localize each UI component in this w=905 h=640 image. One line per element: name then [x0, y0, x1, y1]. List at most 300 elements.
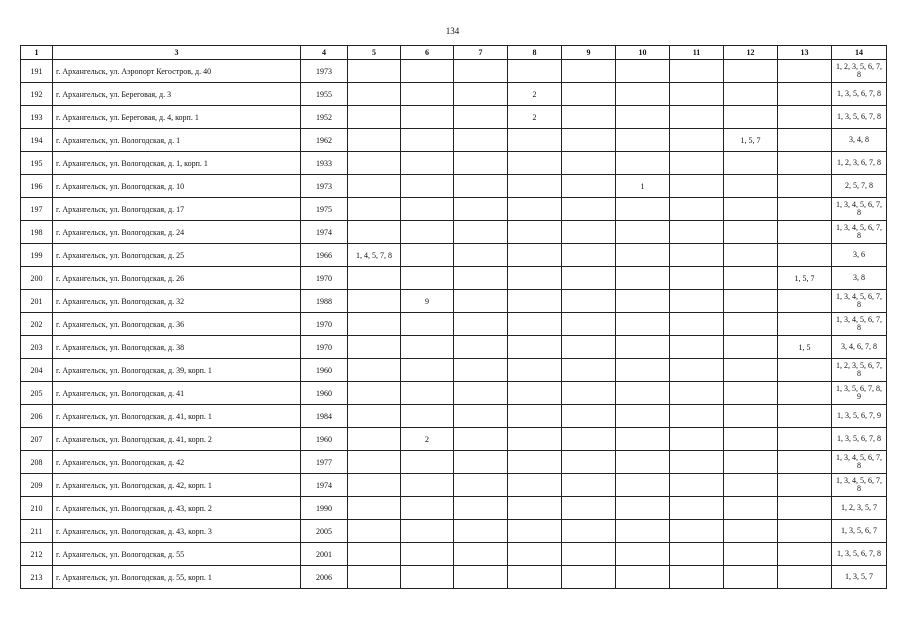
cell-col-7 — [454, 152, 508, 175]
header-row — [21, 46, 887, 60]
cell-col-9 — [562, 106, 616, 129]
cell-col-12 — [724, 566, 778, 589]
cell-col-13 — [778, 543, 832, 566]
cell-col-14: 1, 3, 5, 6, 7 — [832, 520, 887, 543]
cell-col-5 — [348, 451, 401, 474]
cell-address: г. Архангельск, ул. Вологодская, д. 1 — [53, 129, 301, 152]
cell-col-5 — [348, 543, 401, 566]
cell-col-9 — [562, 382, 616, 405]
cell-col-5 — [348, 359, 401, 382]
cell-col-6 — [401, 336, 454, 359]
cell-col-5 — [348, 175, 401, 198]
cell-col-6 — [401, 129, 454, 152]
cell-col-7 — [454, 359, 508, 382]
cell-col-13 — [778, 244, 832, 267]
cell-col-8 — [508, 543, 562, 566]
cell-col-11 — [670, 290, 724, 313]
cell-col-8 — [508, 520, 562, 543]
cell-col-10 — [616, 244, 670, 267]
cell-col-13 — [778, 175, 832, 198]
cell-col-14: 1, 3, 4, 5, 6, 7, 8 — [832, 198, 887, 221]
cell-col-10 — [616, 543, 670, 566]
cell-col-12 — [724, 405, 778, 428]
cell-col-5 — [348, 336, 401, 359]
cell-col-13 — [778, 83, 832, 106]
cell-col-6 — [401, 520, 454, 543]
cell-row-number: 211 — [21, 520, 53, 543]
cell-col-10 — [616, 290, 670, 313]
cell-col-6 — [401, 175, 454, 198]
cell-col-7 — [454, 221, 508, 244]
cell-col-14: 1, 2, 3, 5, 7 — [832, 497, 887, 520]
table-row — [21, 359, 887, 382]
table-row — [21, 336, 887, 359]
cell-col-10 — [616, 428, 670, 451]
cell-col-7 — [454, 428, 508, 451]
cell-address: г. Архангельск, ул. Вологодская, д. 38 — [53, 336, 301, 359]
column-header-10: 10 — [616, 46, 670, 60]
cell-col-6 — [401, 497, 454, 520]
cell-address: г. Архангельск, ул. Аэропорт Кегостров, д. 40 — [53, 60, 301, 83]
cell-col-9 — [562, 267, 616, 290]
cell-col-7 — [454, 290, 508, 313]
cell-col-6 — [401, 244, 454, 267]
table-row — [21, 152, 887, 175]
table-row — [21, 451, 887, 474]
cell-col-8 — [508, 198, 562, 221]
column-header-3: 3 — [53, 46, 301, 60]
cell-address: г. Архангельск, ул. Вологодская, д. 39, корп. 1 — [53, 359, 301, 382]
cell-year: 1973 — [301, 60, 348, 83]
cell-col-7 — [454, 175, 508, 198]
cell-row-number: 205 — [21, 382, 53, 405]
cell-col-10 — [616, 497, 670, 520]
cell-col-11 — [670, 83, 724, 106]
cell-col-9 — [562, 543, 616, 566]
cell-col-14: 3, 8 — [832, 267, 887, 290]
cell-col-8 — [508, 474, 562, 497]
cell-col-11 — [670, 428, 724, 451]
cell-address: г. Архангельск, ул. Береговая, д. 3 — [53, 83, 301, 106]
cell-year: 1966 — [301, 244, 348, 267]
cell-col-9 — [562, 198, 616, 221]
cell-row-number: 193 — [21, 106, 53, 129]
cell-col-9 — [562, 405, 616, 428]
cell-col-10 — [616, 359, 670, 382]
cell-col-6 — [401, 451, 454, 474]
table-row — [21, 198, 887, 221]
cell-col-7 — [454, 129, 508, 152]
cell-col-9 — [562, 313, 616, 336]
cell-col-13 — [778, 198, 832, 221]
cell-col-9 — [562, 83, 616, 106]
cell-year: 1990 — [301, 497, 348, 520]
cell-col-6 — [401, 152, 454, 175]
cell-col-7 — [454, 244, 508, 267]
cell-col-14: 1, 3, 5, 6, 7, 8 — [832, 83, 887, 106]
cell-col-14: 1, 3, 5, 7 — [832, 566, 887, 589]
cell-address: г. Архангельск, ул. Вологодская, д. 41 — [53, 382, 301, 405]
cell-col-8 — [508, 244, 562, 267]
cell-address: г. Архангельск, ул. Вологодская, д. 24 — [53, 221, 301, 244]
cell-col-13: 1, 5, 7 — [778, 267, 832, 290]
cell-col-9 — [562, 221, 616, 244]
cell-col-10 — [616, 313, 670, 336]
table-row — [21, 497, 887, 520]
cell-col-11 — [670, 313, 724, 336]
cell-col-14: 1, 3, 5, 6, 7, 8 — [832, 106, 887, 129]
cell-col-11 — [670, 221, 724, 244]
cell-col-9 — [562, 175, 616, 198]
cell-address: г. Архангельск, ул. Вологодская, д. 42 — [53, 451, 301, 474]
cell-col-6 — [401, 313, 454, 336]
cell-col-11 — [670, 175, 724, 198]
cell-col-11 — [670, 106, 724, 129]
cell-col-5: 1, 4, 5, 7, 8 — [348, 244, 401, 267]
cell-col-11 — [670, 244, 724, 267]
cell-col-12 — [724, 198, 778, 221]
cell-year: 2005 — [301, 520, 348, 543]
cell-col-13 — [778, 497, 832, 520]
cell-year: 1977 — [301, 451, 348, 474]
cell-col-6 — [401, 221, 454, 244]
cell-col-9 — [562, 474, 616, 497]
cell-col-10 — [616, 336, 670, 359]
cell-col-13 — [778, 60, 832, 83]
cell-address: г. Архангельск, ул. Вологодская, д. 32 — [53, 290, 301, 313]
cell-col-6 — [401, 83, 454, 106]
cell-col-7 — [454, 60, 508, 83]
cell-year: 1955 — [301, 83, 348, 106]
cell-col-5 — [348, 198, 401, 221]
cell-row-number: 212 — [21, 543, 53, 566]
cell-col-6 — [401, 543, 454, 566]
cell-col-7 — [454, 405, 508, 428]
table-row — [21, 221, 887, 244]
cell-col-8 — [508, 566, 562, 589]
cell-col-10 — [616, 129, 670, 152]
cell-year: 1973 — [301, 175, 348, 198]
cell-col-10 — [616, 474, 670, 497]
cell-col-14: 2, 5, 7, 8 — [832, 175, 887, 198]
table-row — [21, 267, 887, 290]
cell-year: 1974 — [301, 221, 348, 244]
cell-col-12 — [724, 359, 778, 382]
cell-address: г. Архангельск, ул. Вологодская, д. 42, корп. 1 — [53, 474, 301, 497]
cell-address: г. Архангельск, ул. Береговая, д. 4, корп. 1 — [53, 106, 301, 129]
cell-col-5 — [348, 152, 401, 175]
cell-col-13 — [778, 428, 832, 451]
cell-col-11 — [670, 336, 724, 359]
cell-col-7 — [454, 336, 508, 359]
cell-col-11 — [670, 497, 724, 520]
cell-row-number: 207 — [21, 428, 53, 451]
cell-row-number: 200 — [21, 267, 53, 290]
cell-year: 1962 — [301, 129, 348, 152]
cell-col-13 — [778, 106, 832, 129]
cell-col-6 — [401, 566, 454, 589]
cell-col-12 — [724, 106, 778, 129]
cell-col-8: 2 — [508, 106, 562, 129]
cell-row-number: 203 — [21, 336, 53, 359]
cell-col-5 — [348, 405, 401, 428]
cell-col-12 — [724, 497, 778, 520]
cell-col-10 — [616, 382, 670, 405]
registry-table — [20, 45, 887, 589]
cell-year: 1970 — [301, 313, 348, 336]
cell-col-13 — [778, 405, 832, 428]
cell-col-9 — [562, 497, 616, 520]
cell-col-8 — [508, 175, 562, 198]
cell-col-6 — [401, 474, 454, 497]
cell-col-9 — [562, 520, 616, 543]
table-row — [21, 129, 887, 152]
page-number: 134 — [445, 26, 460, 36]
cell-col-10 — [616, 60, 670, 83]
cell-col-10 — [616, 106, 670, 129]
cell-col-8 — [508, 451, 562, 474]
cell-col-8 — [508, 60, 562, 83]
cell-col-14: 1, 3, 5, 6, 7, 8, 9 — [832, 382, 887, 405]
cell-year: 1960 — [301, 359, 348, 382]
column-header-11: 11 — [670, 46, 724, 60]
cell-row-number: 192 — [21, 83, 53, 106]
cell-col-12 — [724, 543, 778, 566]
table-row — [21, 474, 887, 497]
cell-year: 1960 — [301, 382, 348, 405]
table-row — [21, 244, 887, 267]
cell-row-number: 204 — [21, 359, 53, 382]
cell-col-6 — [401, 106, 454, 129]
table-row — [21, 543, 887, 566]
cell-col-9 — [562, 566, 616, 589]
cell-col-10 — [616, 520, 670, 543]
cell-year: 2006 — [301, 566, 348, 589]
cell-col-5 — [348, 566, 401, 589]
cell-year: 2001 — [301, 543, 348, 566]
table-row — [21, 520, 887, 543]
cell-address: г. Архангельск, ул. Вологодская, д. 55, корп. 1 — [53, 566, 301, 589]
cell-col-8 — [508, 313, 562, 336]
cell-col-5 — [348, 221, 401, 244]
cell-col-8 — [508, 267, 562, 290]
cell-col-13 — [778, 474, 832, 497]
cell-col-7 — [454, 497, 508, 520]
cell-year: 1975 — [301, 198, 348, 221]
cell-col-13 — [778, 129, 832, 152]
cell-col-8: 2 — [508, 83, 562, 106]
table-row — [21, 83, 887, 106]
cell-address: г. Архангельск, ул. Вологодская, д. 10 — [53, 175, 301, 198]
table-row — [21, 175, 887, 198]
cell-col-14: 1, 3, 4, 5, 6, 7, 8 — [832, 221, 887, 244]
column-header-7: 7 — [454, 46, 508, 60]
table-row — [21, 382, 887, 405]
cell-col-5 — [348, 267, 401, 290]
cell-col-6 — [401, 382, 454, 405]
cell-row-number: 196 — [21, 175, 53, 198]
cell-col-13 — [778, 152, 832, 175]
cell-col-6 — [401, 60, 454, 83]
cell-col-6: 9 — [401, 290, 454, 313]
cell-col-11 — [670, 60, 724, 83]
cell-col-11 — [670, 520, 724, 543]
cell-col-7 — [454, 543, 508, 566]
cell-col-10 — [616, 267, 670, 290]
cell-col-9 — [562, 336, 616, 359]
cell-col-7 — [454, 106, 508, 129]
table-row — [21, 405, 887, 428]
column-header-8: 8 — [508, 46, 562, 60]
cell-address: г. Архангельск, ул. Вологодская, д. 41, корп. 2 — [53, 428, 301, 451]
cell-col-10 — [616, 83, 670, 106]
cell-col-7 — [454, 83, 508, 106]
cell-col-5 — [348, 290, 401, 313]
cell-col-11 — [670, 198, 724, 221]
cell-year: 1960 — [301, 428, 348, 451]
cell-row-number: 197 — [21, 198, 53, 221]
cell-col-7 — [454, 566, 508, 589]
cell-col-14: 1, 3, 5, 6, 7, 8 — [832, 428, 887, 451]
cell-col-12 — [724, 313, 778, 336]
cell-col-7 — [454, 382, 508, 405]
cell-col-8 — [508, 129, 562, 152]
cell-row-number: 195 — [21, 152, 53, 175]
cell-col-12 — [724, 451, 778, 474]
cell-address: г. Архангельск, ул. Вологодская, д. 43, корп. 3 — [53, 520, 301, 543]
cell-col-11 — [670, 451, 724, 474]
cell-col-12 — [724, 428, 778, 451]
cell-col-10 — [616, 405, 670, 428]
cell-col-8 — [508, 221, 562, 244]
table-row — [21, 566, 887, 589]
cell-col-11 — [670, 543, 724, 566]
cell-col-5 — [348, 382, 401, 405]
table-header — [21, 46, 887, 60]
cell-col-12 — [724, 474, 778, 497]
cell-col-12: 1, 5, 7 — [724, 129, 778, 152]
cell-row-number: 201 — [21, 290, 53, 313]
cell-col-14: 1, 3, 5, 6, 7, 9 — [832, 405, 887, 428]
cell-col-13 — [778, 221, 832, 244]
cell-col-13 — [778, 451, 832, 474]
cell-col-14: 3, 6 — [832, 244, 887, 267]
cell-row-number: 206 — [21, 405, 53, 428]
cell-col-13 — [778, 313, 832, 336]
cell-col-12 — [724, 244, 778, 267]
cell-row-number: 194 — [21, 129, 53, 152]
cell-col-11 — [670, 152, 724, 175]
cell-col-9 — [562, 129, 616, 152]
cell-col-5 — [348, 60, 401, 83]
cell-col-14: 1, 3, 4, 5, 6, 7, 8 — [832, 474, 887, 497]
cell-col-8 — [508, 336, 562, 359]
cell-col-12 — [724, 152, 778, 175]
table-row — [21, 428, 887, 451]
cell-col-9 — [562, 290, 616, 313]
cell-address: г. Архангельск, ул. Вологодская, д. 41, корп. 1 — [53, 405, 301, 428]
cell-col-14: 1, 3, 5, 6, 7, 8 — [832, 543, 887, 566]
table-row — [21, 60, 887, 83]
cell-col-10: 1 — [616, 175, 670, 198]
cell-col-7 — [454, 451, 508, 474]
column-header-14: 14 — [832, 46, 887, 60]
cell-col-5 — [348, 106, 401, 129]
cell-col-5 — [348, 428, 401, 451]
cell-col-8 — [508, 382, 562, 405]
cell-col-13 — [778, 382, 832, 405]
cell-row-number: 202 — [21, 313, 53, 336]
cell-col-9 — [562, 152, 616, 175]
cell-col-7 — [454, 313, 508, 336]
cell-year: 1933 — [301, 152, 348, 175]
cell-col-7 — [454, 520, 508, 543]
cell-row-number: 191 — [21, 60, 53, 83]
cell-col-14: 3, 4, 6, 7, 8 — [832, 336, 887, 359]
cell-col-12 — [724, 520, 778, 543]
table-row — [21, 313, 887, 336]
cell-col-11 — [670, 405, 724, 428]
cell-col-12 — [724, 60, 778, 83]
cell-col-10 — [616, 198, 670, 221]
cell-col-10 — [616, 152, 670, 175]
cell-col-8 — [508, 428, 562, 451]
cell-col-12 — [724, 290, 778, 313]
cell-col-9 — [562, 359, 616, 382]
column-header-6: 6 — [401, 46, 454, 60]
column-header-5: 5 — [348, 46, 401, 60]
cell-col-9 — [562, 60, 616, 83]
cell-col-14: 1, 2, 3, 6, 7, 8 — [832, 152, 887, 175]
cell-address: г. Архангельск, ул. Вологодская, д. 1, корп. 1 — [53, 152, 301, 175]
cell-row-number: 199 — [21, 244, 53, 267]
cell-col-13 — [778, 520, 832, 543]
cell-col-14: 1, 2, 3, 5, 6, 7, 8 — [832, 60, 887, 83]
cell-col-10 — [616, 221, 670, 244]
cell-year: 1970 — [301, 267, 348, 290]
column-header-12: 12 — [724, 46, 778, 60]
cell-year: 1984 — [301, 405, 348, 428]
cell-col-5 — [348, 129, 401, 152]
cell-col-12 — [724, 83, 778, 106]
cell-address: г. Архангельск, ул. Вологодская, д. 26 — [53, 267, 301, 290]
cell-col-8 — [508, 405, 562, 428]
cell-col-12 — [724, 267, 778, 290]
cell-col-11 — [670, 129, 724, 152]
cell-col-9 — [562, 244, 616, 267]
cell-row-number: 208 — [21, 451, 53, 474]
table-row — [21, 290, 887, 313]
cell-address: г. Архангельск, ул. Вологодская, д. 43, корп. 2 — [53, 497, 301, 520]
cell-col-8 — [508, 152, 562, 175]
cell-col-7 — [454, 198, 508, 221]
cell-col-6: 2 — [401, 428, 454, 451]
cell-col-14: 1, 2, 3, 5, 6, 7, 8 — [832, 359, 887, 382]
table-body — [21, 60, 887, 589]
column-header-4: 4 — [301, 46, 348, 60]
cell-col-8 — [508, 497, 562, 520]
cell-col-12 — [724, 336, 778, 359]
cell-col-6 — [401, 359, 454, 382]
cell-address: г. Архангельск, ул. Вологодская, д. 36 — [53, 313, 301, 336]
cell-col-11 — [670, 267, 724, 290]
cell-year: 1974 — [301, 474, 348, 497]
cell-col-6 — [401, 267, 454, 290]
cell-col-14: 1, 3, 4, 5, 6, 7, 8 — [832, 313, 887, 336]
cell-col-13: 1, 5 — [778, 336, 832, 359]
cell-address: г. Архангельск, ул. Вологодская, д. 55 — [53, 543, 301, 566]
cell-col-10 — [616, 451, 670, 474]
